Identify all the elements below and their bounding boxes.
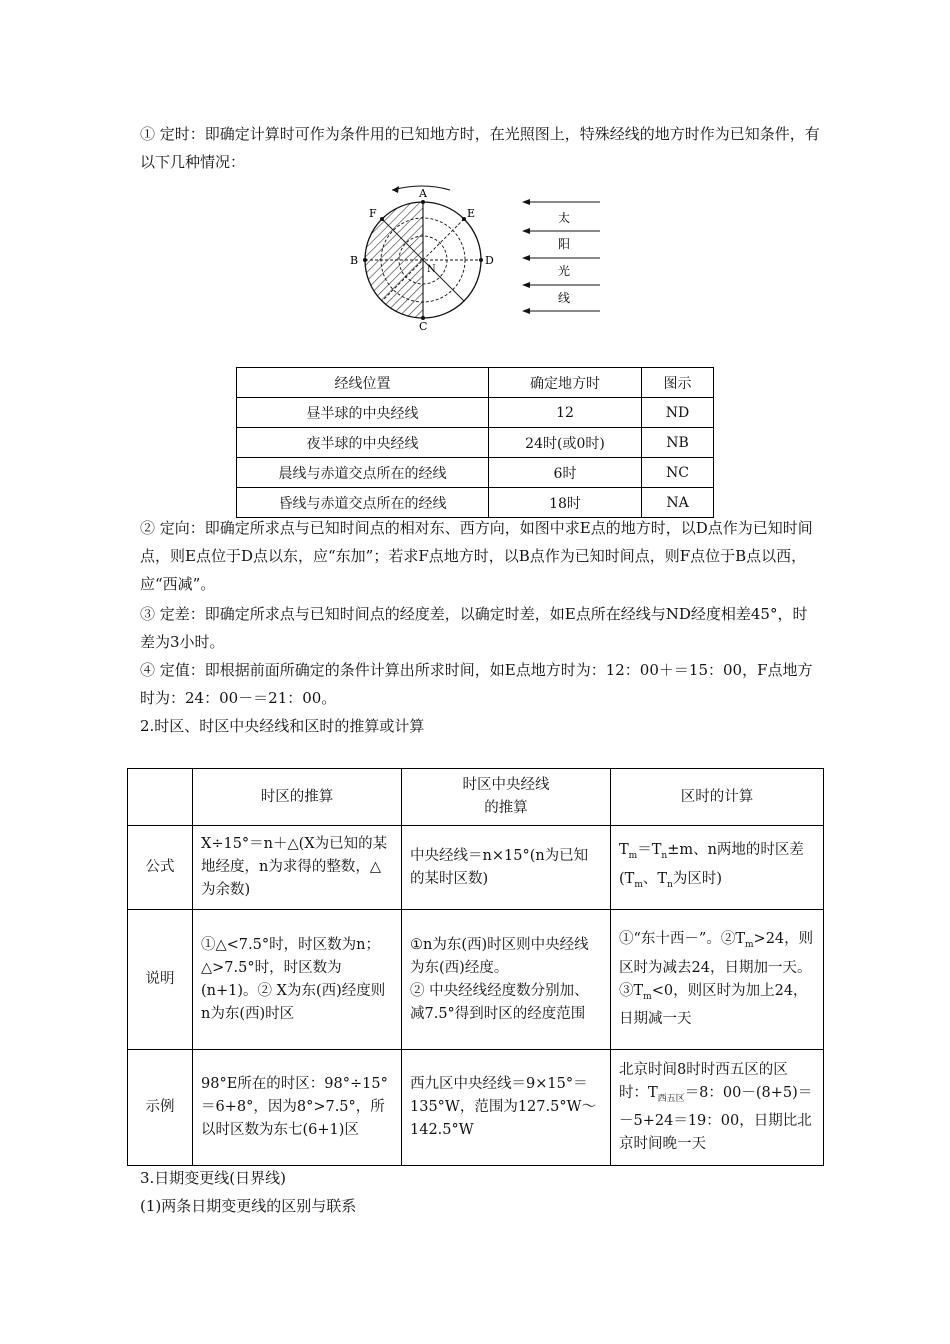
label-c: C (419, 320, 428, 333)
label-d: D (485, 254, 494, 267)
table-cell: NC (642, 458, 714, 488)
paragraph-direction: ② 定向：即确定所求点与已知时间点的相对东、西方向，如图中求E点的地方时，以D点作为已知时间点，则E点位于D点以东，应“东加”；若求F点地方时，以B点作为已知时间点，则F点位于B点以西，应“西减”。 (140, 519, 813, 593)
table-cell: 98°E所在的时区：98°÷15°＝6+8°，因为8°>7.5°，所以时区数为东七(6+1)区 (193, 1050, 402, 1166)
header-cell: 区时的计算 (611, 769, 824, 826)
table-row (237, 458, 714, 488)
header-cell: 时区中央经线 的推算 (402, 769, 611, 826)
table-cell: 12 (489, 398, 642, 428)
table-cell: X÷15°＝n＋△(X为已知的某地经度，n为求得的整数，△为余数) (193, 826, 402, 910)
table-cell: ND (642, 398, 714, 428)
subheading-date-lines: (1)两条日期变更线的区别与联系 (140, 1197, 357, 1215)
table-header-row (128, 769, 824, 826)
table-cell: 西九区中央经线＝9×15°＝135°W，范围为127.5°W～142.5°W (402, 1050, 611, 1166)
time-zone-table (127, 768, 824, 1166)
label-e: E (467, 207, 476, 220)
header-cell: 经线位置 (237, 368, 489, 398)
table-cell: $T_m=T_n\pm m$、n两地的时区差($T_m$、$T_n$为区时) (611, 826, 824, 910)
table-cell: 夜半球的中央经线 (237, 428, 489, 458)
table-cell: 24时(或0时) (489, 428, 642, 458)
paragraph-difference: ③ 定差：即确定所求点与已知时间点的经度差，以确定时差，如E点所在经线与ND经度相差45°，时差为3小时。 (140, 605, 808, 651)
label-f: F (369, 207, 377, 220)
heading-date-line: 3.日期变更线(日界线) (140, 1169, 287, 1187)
table-cell: 晨线与赤道交点所在的经线 (237, 458, 489, 488)
table-cell: 中央经线＝n×15°(n为已知的某时区数) (402, 826, 611, 910)
table-cell: NA (642, 488, 714, 518)
table-cell: ①△<7.5°时，时区数为n；△>7.5°时，时区数为(n+1)。② X为东(西)经度则n为东(西)时区 (193, 910, 402, 1050)
sun-char-4: 线 (558, 291, 571, 305)
table-row (237, 428, 714, 458)
table-cell: 昼半球的中央经线 (237, 398, 489, 428)
table-cell: 6时 (489, 458, 642, 488)
table-cell: 昏线与赤道交点所在的经线 (237, 488, 489, 518)
sun-char-3: 光 (558, 264, 571, 278)
paragraph-timing: ① 定时：即确定计算时可作为条件用的已知地方时，在光照图上，特殊经线的地方时作为已知条件，有以下几种情况： (140, 125, 820, 171)
table-row (237, 488, 714, 518)
label-n: N (427, 264, 436, 275)
table-row (128, 1050, 824, 1166)
paragraph-value: ④ 定值：即根据前面所确定的条件计算出所求时间，如E点地方时为：12：00＋＝15：00，F点地方时为：24：00－＝21：00。 (140, 661, 813, 707)
row-label: 示例 (128, 1050, 193, 1166)
header-cell: 时区的推算 (193, 769, 402, 826)
table-header-row (237, 368, 714, 398)
table-cell: 北京时间8时时西五区的区时：$T_{西五区}=8$：00－(8+5)＝－5+24＝19：00，日期比北京时间晚一天 (611, 1050, 824, 1166)
row-label: 说明 (128, 910, 193, 1050)
local-time-table (236, 367, 714, 518)
header-cell: 确定地方时 (489, 368, 642, 398)
header-cell: 图示 (642, 368, 714, 398)
table-row (128, 910, 824, 1050)
heading-time-zone: 2.时区、时区中央经线和区时的推算或计算 (140, 717, 425, 735)
sun-char-2: 阳 (558, 237, 571, 251)
rotation-arrowhead (392, 186, 399, 193)
sun-char-1: 太 (558, 211, 571, 225)
row-label: 公式 (128, 826, 193, 910)
table-row (128, 826, 824, 910)
header-cell (128, 769, 193, 826)
label-b: B (350, 254, 359, 267)
table-cell: 18时 (489, 488, 642, 518)
table-cell: ①“东十西－”。$②T_m>24$，则区时为减去24，日期加一天。$③T_m<0$，则区时为加上24，日期减一天 (611, 910, 824, 1050)
illumination-diagram (340, 180, 610, 345)
label-a: A (419, 187, 427, 200)
table-row (237, 398, 714, 428)
table-cell: NB (642, 428, 714, 458)
table-cell: ①n为东(西)时区则中央经线为东(西)经度。 ② 中央经线经度数分别加、减7.5°得到时区的经度范围 (402, 910, 611, 1050)
